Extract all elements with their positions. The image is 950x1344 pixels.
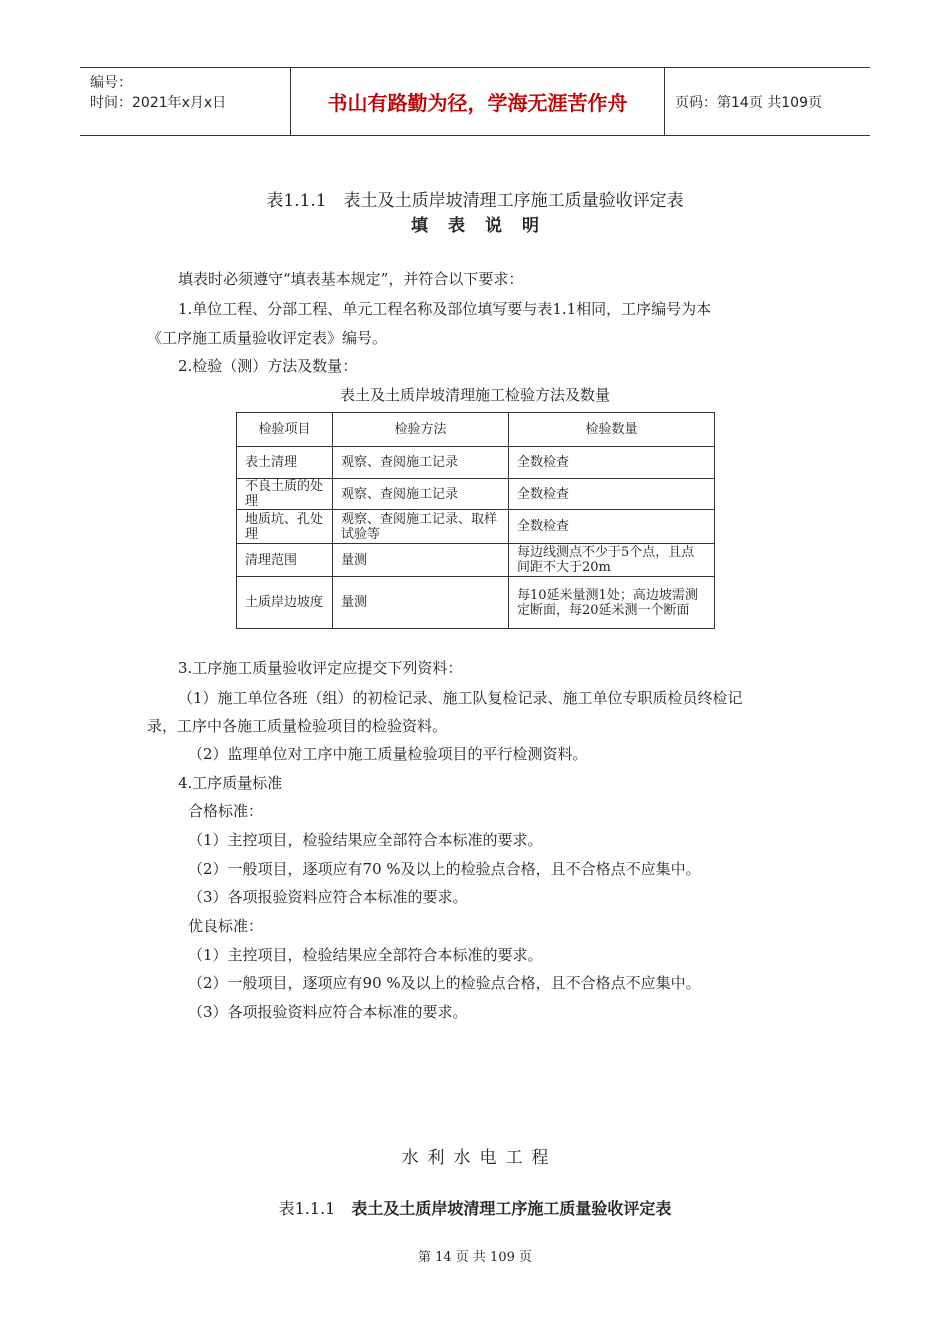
footer-table-number: 表1.1.1 [278,1199,352,1218]
table-cell: 全数检查 [509,479,715,510]
table-cell: 地质坑、孔处理 [237,510,333,544]
excellent-standard-item: （3）各项报验资料应符合本标准的要求。 [188,1003,468,1021]
table-cell: 每10延米量测1处；高边坡需测定断面，每20延米测一个断面 [509,577,715,629]
inspection-method-table [236,412,715,629]
table-cell: 清理范围 [237,544,333,577]
materials-item-1-line-1: （1）施工单位各班（组）的初检记录、施工队复检记录、施工单位专职质检员终检记 [178,689,743,707]
table-cell: 不良土质的处理 [237,479,333,510]
header-motto: 书山有路勤为径，学海无涯苦作舟 [291,68,665,136]
excellent-standard-item: （2）一般项目，逐项应有90 %及以上的检验点合格，且不合格点不应集中。 [188,974,701,992]
table-header-quantity: 检验数量 [509,413,715,447]
excellent-standard-heading: 优良标准： [188,917,264,935]
intro-paragraph: 填表时必须遵守“填表基本规定”，并符合以下要求： [178,270,524,288]
requirement-2: 2.检验（测）方法及数量： [178,357,358,375]
document-date-label: 时间：2021年x月x日 [90,95,227,111]
standards-heading: 4.工序质量标准 [178,774,283,792]
requirement-1-line-1: 1.单位工程、分部工程、单元工程名称及部位填写要与表1.1相同，工序编号为本 [178,300,712,318]
footer-table-name: 表土及土质岸坡清理工序施工质量验收评定表 [351,1199,672,1218]
header-page-number: 页码：第14页 共109页 [665,68,871,136]
pass-standard-item: （2）一般项目，逐项应有70 %及以上的检验点合格，且不合格点不应集中。 [188,860,701,878]
pass-standard-item: （1）主控项目，检验结果应全部符合本标准的要求。 [188,831,543,849]
table-row [237,510,715,544]
table-cell: 观察、查阅施工记录 [333,447,509,479]
table-cell: 全数检查 [509,510,715,544]
table-cell: 观察、查阅施工记录、取样试验等 [333,510,509,544]
table-cell: 观察、查阅施工记录 [333,479,509,510]
table-row [237,447,715,479]
table-header-method: 检验方法 [333,413,509,447]
pass-standard-heading: 合格标准： [188,802,264,820]
table-row [237,479,715,510]
table-row [237,544,715,577]
materials-heading: 3.工序施工质量验收评定应提交下列资料： [178,659,463,677]
table-cell: 土质岸边坡度 [237,577,333,629]
table-caption: 表土及土质岸坡清理施工检验方法及数量 [339,386,610,404]
header-meta [80,68,291,136]
materials-item-1-line-2: 录，工序中各施工质量检验项目的检验资料。 [147,717,448,735]
table-row [237,577,715,629]
pass-standard-item: （3）各项报验资料应符合本标准的要求。 [188,888,468,906]
table-cell: 量测 [333,544,509,577]
table-header-item: 检验项目 [237,413,333,447]
document-number-label: 编号： [90,75,132,91]
footer-page-number: 第 14 页 共 109 页 [417,1250,533,1265]
table-cell: 全数检查 [509,447,715,479]
footer-table-title [0,1196,950,1219]
footer-project-name: 水利水电工程 [401,1148,558,1168]
document-subtitle: 填表说明 [411,216,559,236]
page-header [80,67,870,136]
requirement-1-line-2: 《工序施工质量验收评定表》编号。 [147,329,388,347]
table-cell: 每边线测点不少于5个点，且点间距不大于20m [509,544,715,577]
materials-item-2: （2）监理单位对工序中施工质量检验项目的平行检测资料。 [188,745,588,763]
document-title: 表1.1.1 表土及土质岸坡清理工序施工质量验收评定表 [266,191,684,211]
table-cell: 量测 [333,577,509,629]
table-cell: 表土清理 [237,447,333,479]
table-header-row [237,413,715,447]
excellent-standard-item: （1）主控项目，检验结果应全部符合本标准的要求。 [188,946,543,964]
